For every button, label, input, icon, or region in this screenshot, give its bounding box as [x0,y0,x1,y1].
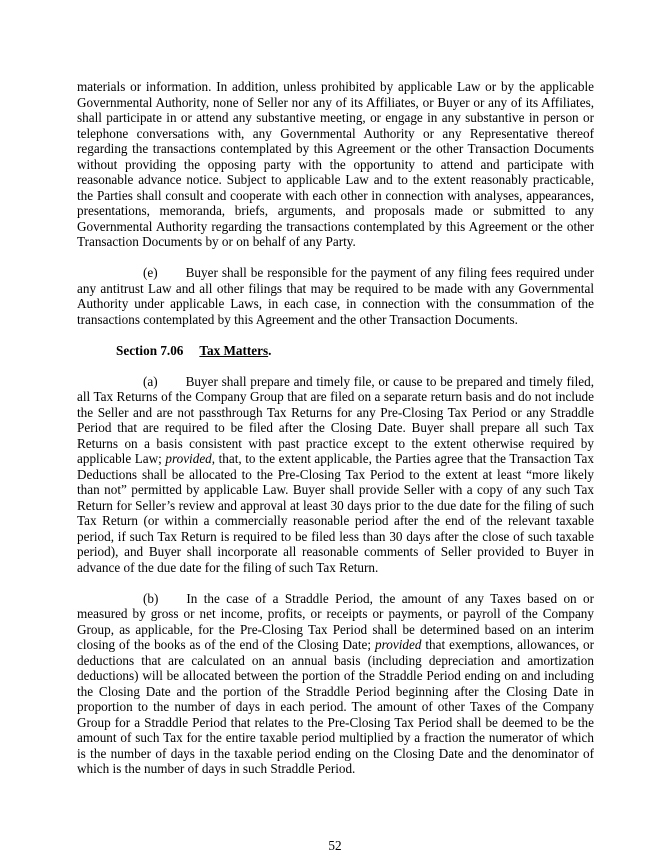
text-segment: materials or information. In addition, unless prohibited by applicable Law or by the applicable Governmental Authority, none of Seller nor any of its Affiliates, or Buyer or any of its Affiliates, shall participate in or attend any substantive meeting, or engage in any substantive in person or telephone conversations with, any Governmental Authority or any Representative thereof regarding the transactions contemplated by this Agreement or the other Transaction Documents without providing the opposing party with the opportunity to attend and participate with reasonable advance notice. Subject to applicable Law and to the extent reasonably practicable, the Parties shall consult and cooperate with each other in connection with analyses, appearances, presentations, memoranda, briefs, arguments, and proposals made or submitted to any Governmental Authority regarding the transactions contemplated by this Agreement or the other Transaction Documents by or on behalf of any Party. [77,79,594,249]
paragraph-continuation [77,79,594,250]
paragraph-e [77,265,594,327]
text-segment: (b) [143,590,159,606]
text-segment: that exemptions, allowances, or deductions that are calculated on an annual basis (including depreciation and amortization deductions) will be allocated between the portion of the Straddle Period ending on and including the Closing Date and the portion of the Straddle Period beginning after the Closing Date in proportion to the number of days in each period. The amount of other Taxes of the Company Group for a Straddle Period that relates to the Pre-Closing Tax Period shall be deemed to be the amount of such Tax for the entire taxable period multiplied by a fraction the numerator of which is the number of days in the taxable period ending on the Closing Date and the denominator of which is the number of days in such Straddle Period. [77,637,594,776]
text-segment: (e) [143,265,158,280]
paragraph-a [77,374,594,576]
text-segment: . [268,342,272,358]
text-segment: Tax Matters [199,342,269,358]
text-segment: provided [375,637,422,652]
section-heading-tax-matters [77,343,594,359]
page-number: 52 [328,837,342,853]
text-segment: Buyer shall prepare and timely file, or cause to be prepared and timely filed, all Tax Returns of the Company Group that are filed on a separate return basis and do not include the Seller and are not passthrough Tax Returns for any Pre-Closing Tax Period or any Straddle Period that are required to be filed after the Closing Date. Buyer shall prepare all such Tax Returns on a basis consistent with past practice except to the extent otherwise required by applicable Law; [77,373,594,466]
paragraph-b [77,591,594,777]
text-segment: Buyer shall be responsible for the payment of any filing fees required under any antitrust Law and all other filings that may be required to be made with any Governmental Authority under applicable Laws, in each case, in connection with the consummation of the transactions contemplated by this Agreement and the other Transaction Documents. [77,265,594,327]
text-segment: , that, to the extent applicable, the Parties agree that the Transaction Tax Deductions shall be allocated to the Pre-Closing Tax Period to the extent at least “more likely than not” permitted by applicable Law. Buyer shall provide Seller with a copy of any such Tax Return for Seller’s review and approval at least 30 days prior to the due date for the filing of such Tax Return (or within a commercially reasonable period after the end of the relevant taxable period, if such Tax Return is required to be filed less than 30 days after the close of such taxable period), and Buyer shall incorporate all reasonable comments of Seller provided to Buyer in advance of the due date for the filing of such Tax Return. [77,451,594,575]
text-segment: Section 7.06 [116,342,184,358]
text-segment: In the case of a Straddle Period, the amount of any Taxes based on or measured by gross or net income, profits, or receipts or payments, or payroll of the Company Group, as applicable, for the Pre-Closing Tax Period shall be determined based on an interim closing of the books as of the end of the Closing Date; [77,590,594,652]
text-segment: (a) [143,373,158,389]
text-segment: provided [165,451,212,466]
page-content [77,79,594,792]
